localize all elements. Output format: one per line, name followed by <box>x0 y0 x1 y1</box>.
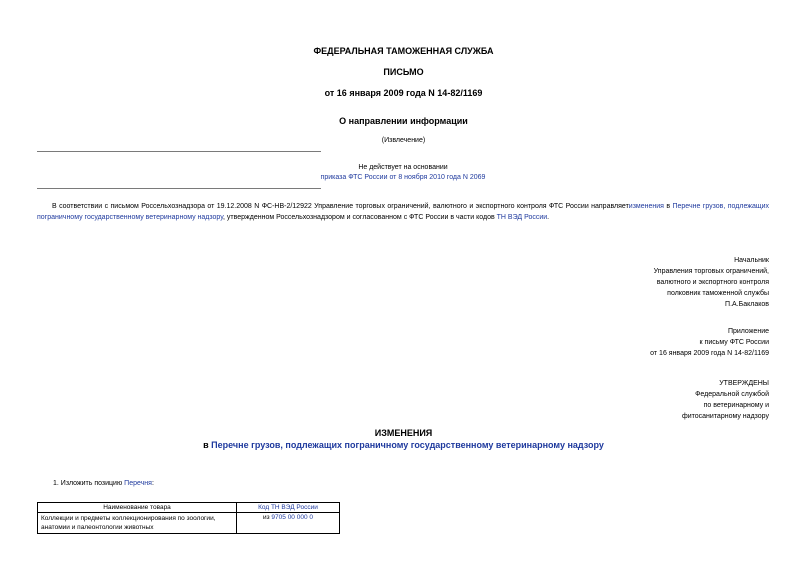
changes-prefix: в <box>203 440 212 450</box>
cargo-table <box>37 502 340 534</box>
changes-subtitle <box>0 440 807 450</box>
appendix-block <box>650 326 769 359</box>
body-text-3: , утвержденном Россельхознадзором и согласованном с ФТС России в части кодов <box>223 214 497 221</box>
link-changes[interactable]: изменения <box>628 203 664 210</box>
approved-line-1: УТВЕРЖДЕНЫ <box>719 380 769 387</box>
col-header-name: Наименование товара <box>38 503 237 513</box>
col-header-code-link[interactable]: Код ТН ВЭД России <box>258 504 318 511</box>
signature-line-5: П.А.Баклаков <box>725 301 769 308</box>
col-header-code <box>237 503 340 513</box>
changes-title: ИЗМЕНЕНИЯ <box>374 428 433 438</box>
table-header-row <box>38 503 340 513</box>
body-text-2: в <box>663 203 673 210</box>
link-cargo-list[interactable]: Перечне грузов, подлежащих пограничному государственному ветеринарному надзору <box>37 203 770 221</box>
row-1-code-prefix: из <box>263 514 272 521</box>
status-link[interactable]: приказа ФТС России от 8 ноября 2010 года N 2069 <box>320 174 486 181</box>
table-row <box>38 513 340 534</box>
approved-block <box>682 378 769 422</box>
signature-line-3: валютного и экспортного контроля <box>656 279 769 286</box>
row-1-name: Коллекции и предметы коллекционирования по зоологии, анатомии и палеонтологии животных <box>38 513 237 534</box>
approved-line-2: Федеральной службой <box>695 391 769 398</box>
signature-block <box>654 255 769 310</box>
item-1-link[interactable]: Перечня <box>124 480 152 487</box>
body-text-1: В соответствии с письмом Россельхознадзора от 19.12.2008 N ФС-НВ-2/12922 Управление торговых ограничений, валютного и экспортного контроля ФТС России направляет <box>52 203 629 210</box>
approved-line-4: фитосанитарному надзору <box>681 413 769 420</box>
appendix-line-3: от 16 января 2009 года N 14-82/1169 <box>650 350 769 357</box>
approved-line-3: по ветеринарному и <box>703 402 769 409</box>
item-1-text: 1. Изложить позицию <box>53 480 125 487</box>
body-text-4: . <box>547 214 550 221</box>
bottom-rule <box>37 188 321 189</box>
changes-cargo-link[interactable]: Перечне грузов, подлежащих пограничному государственному ветеринарному надзору <box>211 440 604 450</box>
agency-title: ФЕДЕРАЛЬНАЯ ТАМОЖЕННАЯ СЛУЖБА <box>313 46 494 56</box>
row-1-code-link[interactable]: 9705 00 000 0 <box>271 514 313 521</box>
extract-note: (Извлечение) <box>381 137 426 144</box>
row-1-code <box>237 513 340 534</box>
doc-date-line: от 16 января 2009 года N 14-82/1169 <box>324 88 483 98</box>
item-1-colon: : <box>151 480 154 487</box>
doc-subject: О направлении информации <box>339 116 468 126</box>
doc-type: ПИСЬМО <box>383 67 424 77</box>
signature-line-1: Начальник <box>734 257 769 264</box>
appendix-line-1: Приложение <box>727 328 769 335</box>
link-tn-ved[interactable]: ТН ВЭД России <box>496 214 548 221</box>
top-rule <box>37 151 321 152</box>
status-line: Не действует на основании <box>358 164 448 171</box>
appendix-line-2: к письму ФТС России <box>699 339 769 346</box>
item-1 <box>53 480 154 487</box>
signature-line-2: Управления торговых ограничений, <box>653 268 769 275</box>
body-paragraph <box>37 201 769 223</box>
signature-line-4: полковник таможенной службы <box>667 290 769 297</box>
